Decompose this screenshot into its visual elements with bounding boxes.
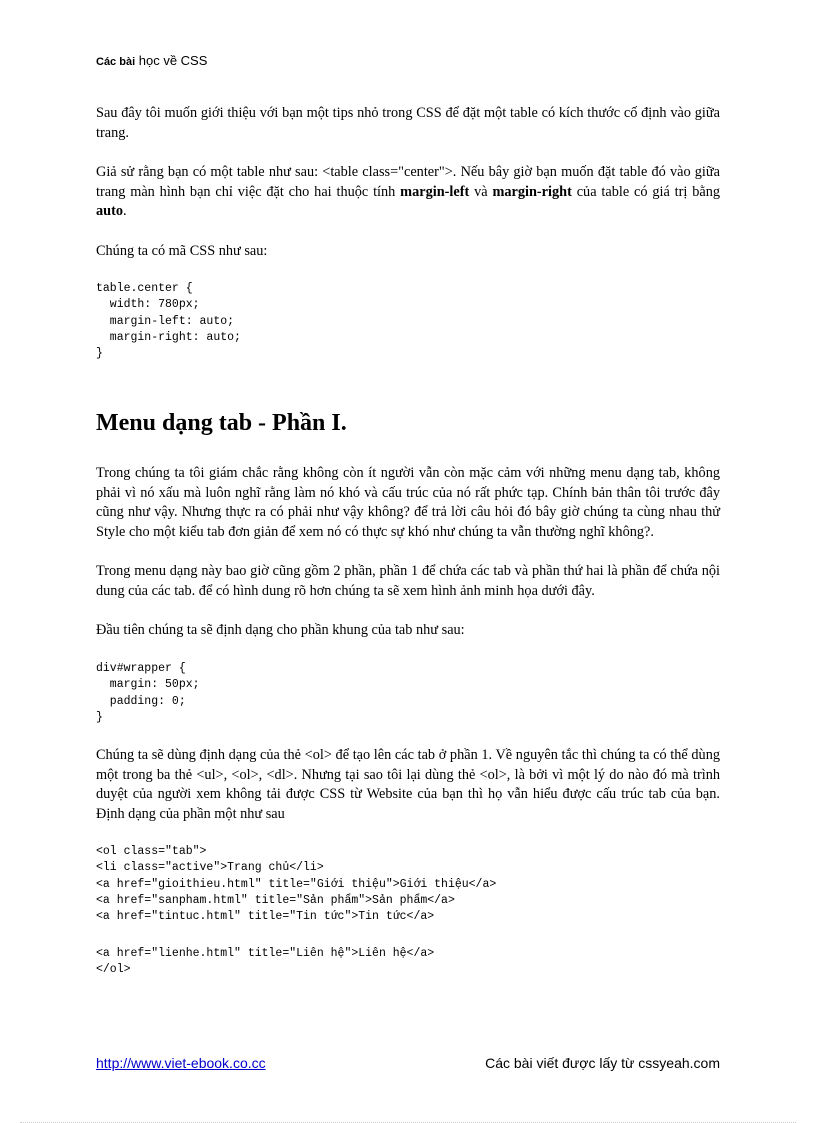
table-center-paragraph [96,163,720,222]
header-title: học về CSS [135,53,208,68]
html-code-block-tabs: <ol class="tab"> <li class="active">Trang chủ</li> <a href="gioithieu.html" title="Giới thiệu">Giới thiệu</a> <a href="sanpham.html" title="Sản phẩm">Sản phẩm</a> <a href="tintuc.html" title="Tin tức">Tin tức</a> [96,845,497,924]
document-body [96,104,720,978]
footer-link[interactable]: http://www.viet-ebook.co.cc [96,1055,266,1071]
text-run: Giả sử rằng bạn có một table như sau: <table class="center">. Nếu bây giờ bạn muốn đặt table đó vào giữa trang màn hình bạn chỉ việc đặt cho hai thuộc tính [96,164,720,200]
css-code-block-table: table.center { width: 780px; margin-left: auto; margin-right: auto; } [96,282,241,361]
page-header [96,53,207,68]
css-code-block-wrapper: div#wrapper { margin: 50px; padding: 0; } [96,661,200,724]
html-code-block-tabs-end: <a href="lienhe.html" title="Liên hệ">Liên hệ</a> </ol> [96,946,435,976]
text-run: của table có giá trị bằng [571,183,720,200]
tab-structure-paragraph: Trong menu dạng này bao giờ cũng gồm 2 phần, phần 1 để chứa các tab và phần thứ hai là phần để chứa nội dung của các tab. để có hình dung rõ hơn chúng ta sẽ xem hình ảnh minh họa dưới đây. [96,563,720,599]
header-prefix: Các bài [96,56,136,68]
tab-intro-paragraph: Trong chúng ta tôi giám chắc rằng không còn ít người vẫn còn mặc cảm với những menu dạng tab, không phải vì nó xấu mà luôn nghĩ rằng làm nó khó và cấu trúc của nó rất phức tạp. Chính bản thân tôi trước đây cũng như vậy. Nhưng thực ra có phải như vậy không? để trả lời câu hỏi đó bây giờ chúng ta cùng nhau thử Style cho một kiểu tab đơn giản để xem nó có thực sự khó như chúng ta vẫn thường nghĩ không?. [96,465,720,540]
wrapper-intro-paragraph: Đầu tiên chúng ta sẽ định dạng cho phần khung của tab như sau: [96,622,465,639]
bold-margin-right: margin-right [492,183,572,200]
intro-paragraph: Sau đây tôi muốn giới thiệu với bạn một tips nhỏ trong CSS để đặt một table có kích thước cố định vào giữa trang. [96,105,720,141]
text-run: và [469,183,493,200]
text-run: . [123,203,127,219]
bold-auto: auto [96,203,124,219]
css-intro-paragraph: Chúng ta có mã CSS như sau: [96,242,268,259]
bold-margin-left: margin-left [400,183,470,200]
ol-explanation-paragraph: Chúng ta sẽ dùng định dạng của thẻ <ol> để tạo lên các tab ở phần 1. Về nguyên tắc thì chúng ta có thể dùng một trong ba thẻ <ul>, <ol>, <dl>. Nhưng tại sao tôi lại dùng thẻ <ol>, là bởi vì một lý do nào đó mà trình duyệt của người xem không tải được CSS từ Website của bạn thì họ vẫn hiểu được cấu trúc tab của bạn. Định dạng của phần một như sau [96,747,720,822]
section-heading: Menu dạng tab - Phần I. [96,410,347,437]
footer-source-text: Các bài viết được lấy từ cssyeah.com [485,1055,720,1071]
